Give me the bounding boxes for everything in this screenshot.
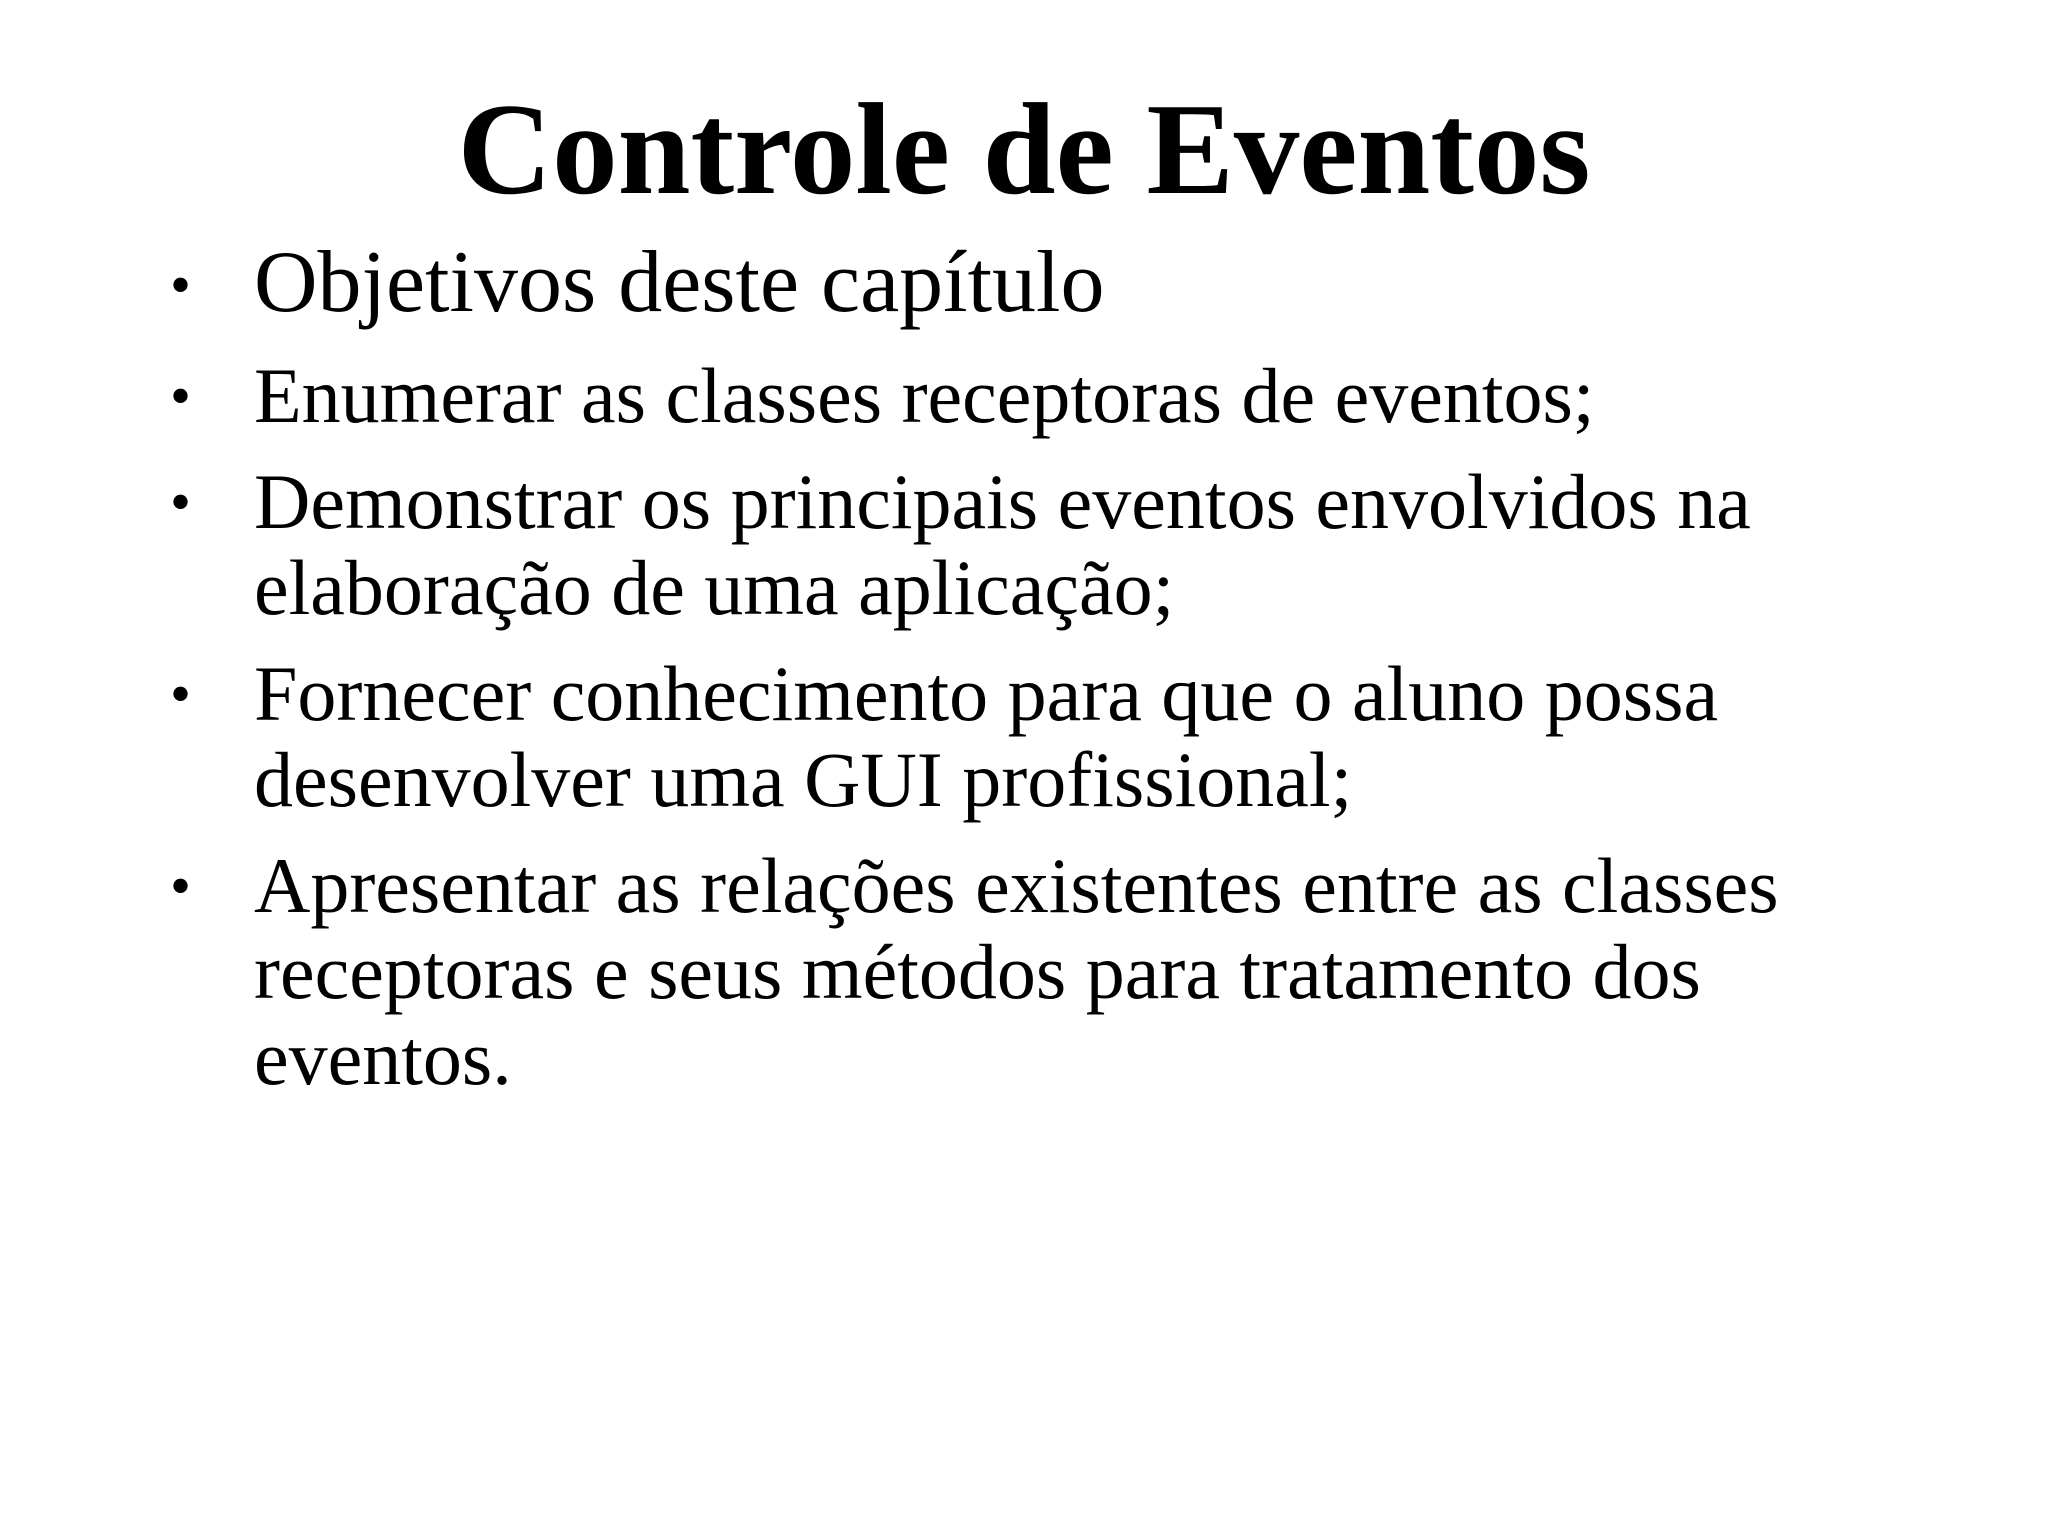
bullet-item-provide-knowledge bbox=[170, 651, 1970, 823]
bullet-text: Demonstrar os principais eventos envolvidos na elaboração de uma aplicação; bbox=[254, 458, 1751, 631]
bullet-item-demonstrate bbox=[170, 459, 1970, 631]
bullet-list bbox=[170, 235, 1970, 1121]
bullet-text: Fornecer conhecimento para que o aluno possa desenvolver uma GUI profissional; bbox=[254, 650, 1719, 823]
bullet-icon: • bbox=[170, 661, 192, 727]
bullet-item-enumerate bbox=[170, 353, 1970, 439]
bullet-icon: • bbox=[170, 853, 192, 919]
bullet-text: Apresentar as relações existentes entre as classes receptoras e seus métodos para tratamento dos eventos. bbox=[254, 842, 1779, 1101]
bullet-icon: • bbox=[170, 469, 192, 535]
bullet-icon: • bbox=[170, 363, 192, 429]
slide-title: Controle de Eventos bbox=[457, 77, 1591, 222]
bullet-text: Objetivos deste capítulo bbox=[254, 234, 1105, 331]
bullet-icon: • bbox=[170, 252, 192, 318]
bullet-item-present-relations bbox=[170, 843, 1970, 1101]
bullet-item-objectives bbox=[170, 235, 1970, 331]
bullet-text: Enumerar as classes receptoras de eventos; bbox=[254, 352, 1595, 439]
